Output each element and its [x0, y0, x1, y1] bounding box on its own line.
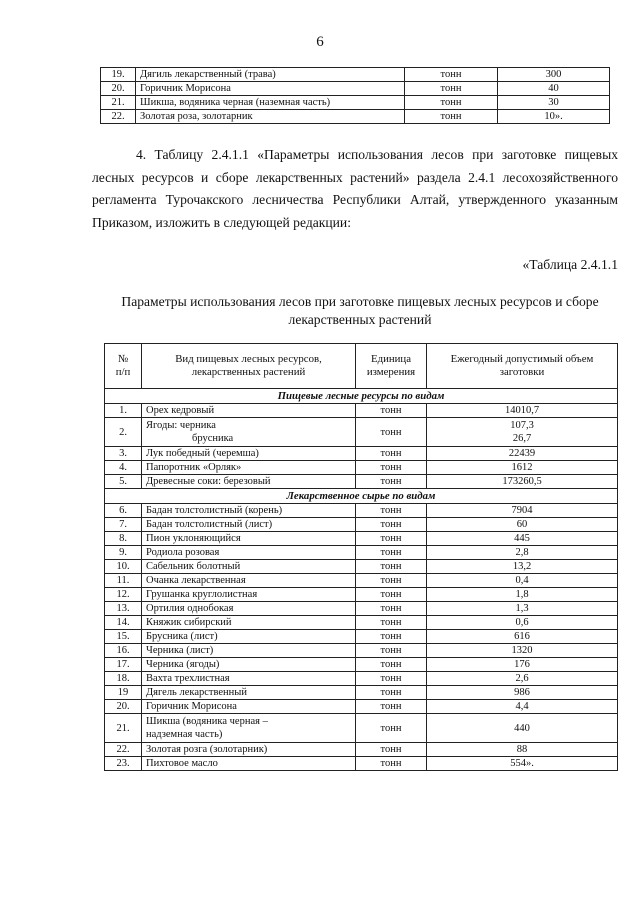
row-name: Родиола розовая [142, 546, 356, 560]
row-name: Бадан толстолистный (лист) [142, 518, 356, 532]
row-value: 173260,5 [427, 475, 618, 489]
table-row [105, 475, 618, 489]
row-num: 5. [105, 475, 142, 489]
row-num: 1. [105, 404, 142, 418]
row-unit: тонн [356, 447, 427, 461]
header-unit: Единица измерения [356, 344, 427, 389]
row-num: 22. [101, 110, 136, 124]
row-unit: тонн [356, 672, 427, 686]
table-row [105, 714, 618, 743]
row-unit: тонн [356, 602, 427, 616]
row-unit: тонн [405, 68, 498, 82]
row-name: Княжик сибирский [142, 616, 356, 630]
row-num: 7. [105, 518, 142, 532]
table-row [105, 757, 618, 771]
row-unit: тонн [356, 714, 427, 743]
row-name: Золотая роза, золотарник [136, 110, 405, 124]
row-value: 107,3 26,7 [427, 418, 618, 447]
row-name: Лук победный (черемша) [142, 447, 356, 461]
row-name: Горичник Морисона [136, 82, 405, 96]
row-value: 616 [427, 630, 618, 644]
row-unit: тонн [356, 574, 427, 588]
row-name: Папоротник «Орляк» [142, 461, 356, 475]
row-num: 14. [105, 616, 142, 630]
row-unit: тонн [356, 616, 427, 630]
row-value: 1,3 [427, 602, 618, 616]
table-row [101, 110, 610, 124]
row-value: 554». [427, 757, 618, 771]
table-row [105, 447, 618, 461]
row-name: Пихтовое масло [142, 757, 356, 771]
row-num: 18. [105, 672, 142, 686]
table-row [105, 404, 618, 418]
row-unit: тонн [356, 404, 427, 418]
header-num: № п/п [105, 344, 142, 389]
table-row [105, 616, 618, 630]
row-unit: тонн [356, 504, 427, 518]
continued-table [100, 67, 610, 124]
row-value: 2,8 [427, 546, 618, 560]
row-unit: тонн [356, 644, 427, 658]
table-row [105, 672, 618, 686]
table-row [105, 658, 618, 672]
row-name: Черника (лист) [142, 644, 356, 658]
row-num: 4. [105, 461, 142, 475]
row-value: 88 [427, 743, 618, 757]
row-num: 10. [105, 560, 142, 574]
table-row [105, 560, 618, 574]
table-row [101, 82, 610, 96]
row-name: Золотая розга (золотарник) [142, 743, 356, 757]
row-num: 16. [105, 644, 142, 658]
row-unit: тонн [356, 475, 427, 489]
table-row [105, 461, 618, 475]
amendment-paragraph: 4. Таблицу 2.4.1.1 «Параметры использования лесов при заготовке пищевых лесных ресурсов и сборе лекарственных растений» раздела 2.4.1 лесохозяйственного регламента Турочакского лесничества Республики Алтай, утвержденного указанным Приказом, изложить в следующей редакции: [92, 147, 618, 230]
table-row [105, 602, 618, 616]
row-num: 19. [101, 68, 136, 82]
table-row [105, 700, 618, 714]
row-value: 22439 [427, 447, 618, 461]
row-num: 19 [105, 686, 142, 700]
row-name: Черника (ягоды) [142, 658, 356, 672]
row-unit: тонн [356, 532, 427, 546]
row-num: 20. [105, 700, 142, 714]
table-row [105, 418, 618, 447]
row-unit: тонн [356, 588, 427, 602]
row-unit: тонн [405, 110, 498, 124]
row-unit: тонн [405, 96, 498, 110]
section-row-food [105, 389, 618, 404]
row-unit: тонн [356, 630, 427, 644]
row-num: 23. [105, 757, 142, 771]
table-row [101, 68, 610, 82]
row-name: Пион уклоняющийся [142, 532, 356, 546]
page-number: 6 [316, 34, 324, 50]
row-num: 12. [105, 588, 142, 602]
table-reference: «Таблица 2.4.1.1 [522, 257, 618, 272]
parameters-table [104, 343, 618, 771]
row-num: 8. [105, 532, 142, 546]
row-unit: тонн [356, 518, 427, 532]
row-num: 3. [105, 447, 142, 461]
row-unit: тонн [356, 546, 427, 560]
row-num: 22. [105, 743, 142, 757]
table-row [105, 743, 618, 757]
header-value: Ежегодный допустимый объем заготовки [427, 344, 618, 389]
row-value: 445 [427, 532, 618, 546]
row-unit: тонн [405, 82, 498, 96]
row-num: 21. [101, 96, 136, 110]
row-unit: тонн [356, 757, 427, 771]
row-unit: тонн [356, 686, 427, 700]
table-row [105, 644, 618, 658]
row-value: 60 [427, 518, 618, 532]
row-num: 13. [105, 602, 142, 616]
row-value: 1,8 [427, 588, 618, 602]
row-name: Очанка лекарственная [142, 574, 356, 588]
row-name: Ортилия однобокая [142, 602, 356, 616]
row-value: 13,2 [427, 560, 618, 574]
section-title-food: Пищевые лесные ресурсы по видам [105, 389, 618, 404]
row-value: 1612 [427, 461, 618, 475]
row-value: 0,6 [427, 616, 618, 630]
row-num: 9. [105, 546, 142, 560]
table-header-row [105, 344, 618, 389]
table-row [105, 518, 618, 532]
row-unit: тонн [356, 700, 427, 714]
row-unit: тонн [356, 658, 427, 672]
row-value: 1320 [427, 644, 618, 658]
row-num: 2. [105, 418, 142, 447]
row-value: 986 [427, 686, 618, 700]
row-num: 17. [105, 658, 142, 672]
row-name: Ягоды: черника брусника [142, 418, 356, 447]
row-unit: тонн [356, 418, 427, 447]
table-row [105, 504, 618, 518]
row-name: Орех кедровый [142, 404, 356, 418]
row-unit: тонн [356, 560, 427, 574]
row-name: Сабельник болотный [142, 560, 356, 574]
table-row [101, 96, 610, 110]
row-name: Горичник Морисона [142, 700, 356, 714]
row-name: Дягель лекарственный [142, 686, 356, 700]
row-unit: тонн [356, 743, 427, 757]
row-name: Вахта трехлистная [142, 672, 356, 686]
row-name: Дягиль лекарственный (трава) [136, 68, 405, 82]
row-num: 21. [105, 714, 142, 743]
table-row [105, 630, 618, 644]
row-num: 15. [105, 630, 142, 644]
table-row [105, 574, 618, 588]
table-title: Параметры использования лесов при заготовке пищевых лесных ресурсов и сборе лекарственных растений [121, 294, 599, 327]
row-name: Грушанка круглолистная [142, 588, 356, 602]
row-value: 4,4 [427, 700, 618, 714]
section-title-medicinal: Лекарственное сырье по видам [105, 489, 618, 504]
row-value: 0,4 [427, 574, 618, 588]
row-num: 20. [101, 82, 136, 96]
row-value: 7904 [427, 504, 618, 518]
row-num: 6. [105, 504, 142, 518]
row-name: Шикша (водяника черная – надземная часть) [142, 714, 356, 743]
row-value: 10». [498, 110, 610, 124]
row-name: Шикша, водяника черная (наземная часть) [136, 96, 405, 110]
row-value: 440 [427, 714, 618, 743]
row-value: 300 [498, 68, 610, 82]
row-value: 14010,7 [427, 404, 618, 418]
row-value: 40 [498, 82, 610, 96]
row-value: 2,6 [427, 672, 618, 686]
row-name: Бадан толстолистный (корень) [142, 504, 356, 518]
header-name: Вид пищевых лесных ресурсов, лекарственных растений [142, 344, 356, 389]
table-row [105, 686, 618, 700]
table-row [105, 546, 618, 560]
table-row [105, 588, 618, 602]
row-value: 30 [498, 96, 610, 110]
row-unit: тонн [356, 461, 427, 475]
row-value: 176 [427, 658, 618, 672]
row-name: Древесные соки: березовый [142, 475, 356, 489]
row-name: Брусника (лист) [142, 630, 356, 644]
row-num: 11. [105, 574, 142, 588]
table-row [105, 532, 618, 546]
section-row-medicinal [105, 489, 618, 504]
